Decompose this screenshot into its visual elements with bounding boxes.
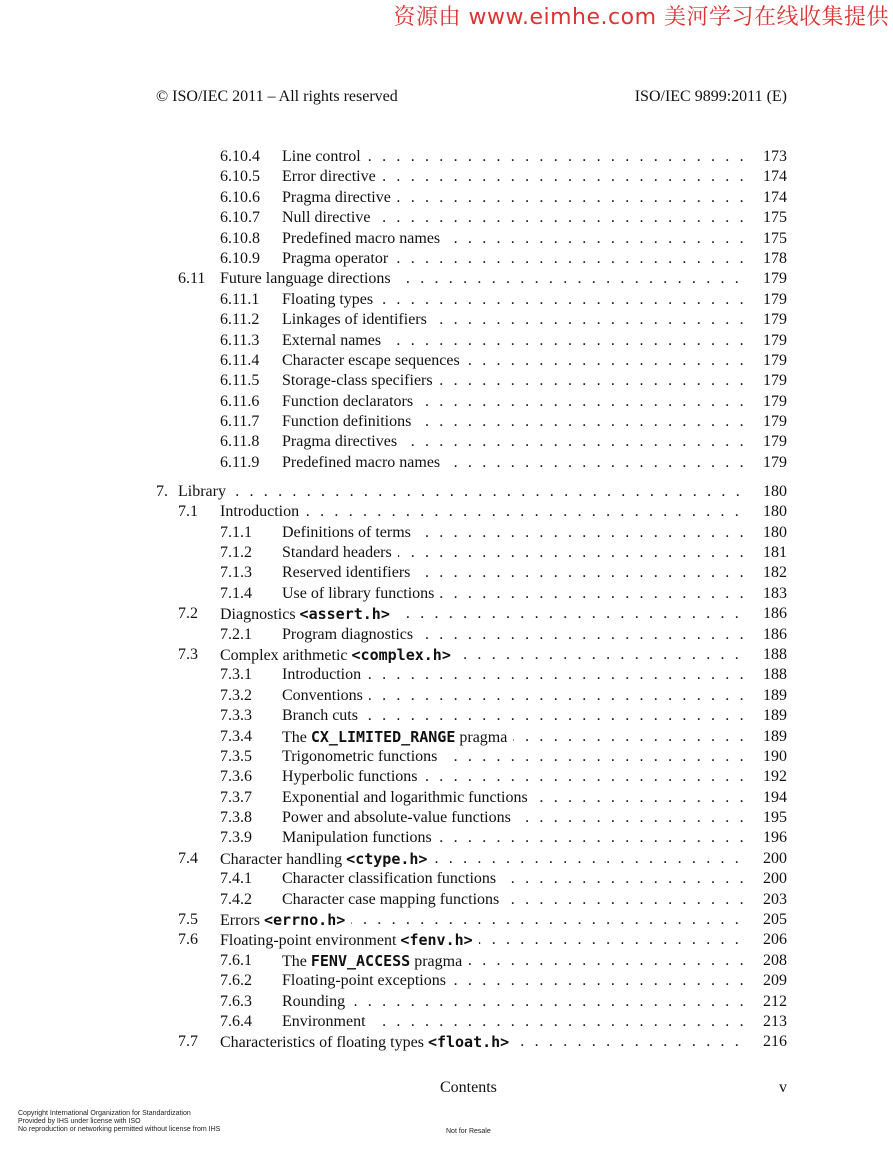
- toc-entry[interactable]: [0, 147, 893, 167]
- toc-page-number: 195: [747, 808, 787, 828]
- toc-page-number: 205: [747, 910, 787, 930]
- toc-section-number: 6.11: [178, 270, 206, 288]
- toc-title-text: Null directive: [282, 209, 371, 227]
- toc-entry[interactable]: [0, 371, 893, 391]
- toc-section-number: 7.5: [178, 911, 198, 929]
- toc-title-text: pragma: [455, 728, 508, 746]
- toc-entry[interactable]: [0, 665, 893, 685]
- toc-page-number: 179: [747, 432, 787, 452]
- toc-title-text: External names: [282, 331, 382, 349]
- toc-title-text: Pragma directives: [282, 433, 398, 451]
- toc-title-text: Function definitions: [282, 413, 412, 431]
- toc-page-number: 179: [747, 269, 787, 289]
- toc-title: [220, 1032, 515, 1053]
- toc-entry[interactable]: [0, 502, 893, 522]
- toc-title: [220, 269, 397, 289]
- toc-entry[interactable]: [0, 706, 893, 726]
- toc-title: [282, 543, 398, 563]
- toc-section-number: 7.2: [178, 605, 198, 623]
- table-of-contents: [0, 147, 893, 1053]
- toc-title-code: <ctype.h>: [346, 849, 428, 868]
- toc-section-number: 7.6: [178, 931, 198, 949]
- toc-page-number: 189: [747, 706, 787, 726]
- toc-title: [282, 584, 440, 604]
- toc-entry[interactable]: [0, 1012, 893, 1032]
- toc-title-text: Floating types: [282, 290, 374, 308]
- toc-title: [282, 706, 364, 726]
- toc-title-text: Rounding: [282, 992, 346, 1010]
- toc-title-text: pragma: [410, 952, 463, 970]
- toc-title-code: <complex.h>: [351, 645, 451, 664]
- toc-title: [282, 686, 369, 706]
- toc-title-text: Storage-class specifiers: [282, 372, 433, 390]
- toc-title-text: Errors: [220, 912, 264, 930]
- toc-title: [282, 453, 446, 473]
- toc-title-text: Library: [178, 482, 226, 500]
- toc-page-number: 180: [747, 502, 787, 522]
- toc-title-text: Environment: [282, 1013, 366, 1030]
- toc-page-number: 174: [747, 167, 787, 187]
- toc-title-code: <errno.h>: [263, 911, 346, 930]
- toc-title: [282, 147, 367, 167]
- toc-section-number: 6.11.2: [220, 311, 260, 329]
- toc-section-number: 7.7: [178, 1033, 198, 1051]
- toc-page-number: 186: [747, 625, 787, 645]
- toc-title-text: Power and absolute-value functions: [282, 809, 511, 827]
- toc-entry[interactable]: [0, 767, 893, 787]
- toc-page-number: 189: [747, 727, 787, 747]
- toc-title-text: Character escape sequences: [282, 351, 460, 369]
- toc-section-number: 7.2.1: [220, 625, 252, 643]
- toc-title: [282, 371, 439, 391]
- toc-entry[interactable]: [0, 229, 893, 249]
- toc-title: [282, 869, 502, 889]
- toc-title-text: Character classification functions: [282, 870, 497, 888]
- toc-title-text: Introduction: [282, 666, 362, 684]
- toc-section-number: 7.6.3: [220, 992, 252, 1010]
- toc-entry[interactable]: [0, 951, 893, 971]
- toc-section-number: 6.11.3: [220, 331, 260, 349]
- toc-title: [282, 890, 505, 910]
- toc-page-number: 189: [747, 686, 787, 706]
- toc-page-number: 183: [747, 584, 787, 604]
- toc-title-text: Standard headers: [282, 544, 392, 562]
- toc-title-text: Manipulation functions: [282, 829, 432, 847]
- toc-title-text: Floating-point exceptions: [282, 972, 446, 990]
- toc-page-number: 178: [747, 249, 787, 269]
- toc-page-number: 212: [747, 992, 787, 1012]
- header-copyright: © ISO/IEC 2011 – All rights reserved: [156, 88, 398, 105]
- toc-page-number: 179: [747, 371, 787, 391]
- toc-page-number: 216: [747, 1032, 787, 1052]
- toc-leader-dots: [282, 992, 745, 1012]
- toc-leader-dots: [178, 482, 745, 502]
- toc-title-text: Branch cuts: [282, 707, 358, 725]
- footer-copyright-notice: [18, 1110, 220, 1134]
- toc-entry[interactable]: [0, 563, 893, 583]
- toc-page-number: 180: [747, 482, 787, 502]
- toc-entry[interactable]: [0, 351, 893, 371]
- toc-section-number: 7.3: [178, 645, 198, 663]
- toc-page-number: 194: [747, 788, 787, 808]
- toc-page-number: 174: [747, 188, 787, 208]
- footer-section-title: Contents: [440, 1079, 497, 1096]
- toc-entry[interactable]: [0, 290, 893, 310]
- toc-title-text: Conventions: [282, 686, 363, 704]
- toc-title: [282, 432, 403, 452]
- toc-section-number: 7.: [156, 482, 168, 500]
- toc-title-text: Definitions of terms: [282, 523, 411, 541]
- toc-title-code: FENV_ACCESS: [310, 951, 411, 970]
- toc-title: [282, 625, 419, 645]
- toc-title-text: Character handling: [220, 850, 347, 868]
- toc-title: [282, 808, 517, 828]
- toc-title: [282, 992, 351, 1012]
- toc-section-number: 7.4.2: [220, 890, 252, 908]
- toc-title-text: Pragma operator: [282, 249, 389, 267]
- toc-section-number: 6.11.7: [220, 413, 260, 431]
- toc-title-text: Use of library functions: [282, 584, 435, 602]
- toc-title: [282, 392, 419, 412]
- toc-entry[interactable]: [0, 971, 893, 991]
- toc-entry[interactable]: [0, 208, 893, 228]
- toc-section-number: 6.10.9: [220, 249, 260, 267]
- toc-page-number: 179: [747, 453, 787, 473]
- toc-title: [282, 412, 417, 432]
- toc-page-number: 196: [747, 828, 787, 848]
- toc-section-number: 7.1.3: [220, 564, 252, 582]
- toc-section-number: 6.10.4: [220, 148, 260, 165]
- toc-section-number: 7.4.1: [220, 870, 252, 888]
- footer-resale-notice: Not for Resale: [446, 1128, 491, 1135]
- toc-title: [220, 604, 396, 625]
- toc-title-text: Diagnostics: [220, 606, 300, 624]
- toc-entry[interactable]: [0, 269, 893, 289]
- toc-section-number: 6.11.1: [220, 290, 260, 308]
- toc-entry[interactable]: [0, 412, 893, 432]
- toc-title-text: Floating-point environment: [220, 932, 401, 950]
- toc-entry[interactable]: [0, 869, 893, 889]
- toc-title: [282, 208, 376, 228]
- toc-title-text: Reserved identifiers: [282, 564, 411, 582]
- toc-page-number: 179: [747, 290, 787, 310]
- toc-title: [282, 788, 534, 808]
- toc-title: [282, 523, 417, 543]
- toc-title-text: Predefined macro names: [282, 229, 441, 247]
- toc-title-text: The: [282, 728, 311, 746]
- toc-title: [220, 502, 305, 522]
- toc-title: [178, 482, 232, 502]
- toc-section-number: 7.4: [178, 849, 198, 867]
- toc-title: [282, 747, 443, 767]
- toc-section-number: 7.3.4: [220, 727, 252, 745]
- toc-page-number: 200: [747, 849, 787, 869]
- toc-entry[interactable]: [0, 992, 893, 1012]
- toc-section-number: 7.3.2: [220, 686, 252, 704]
- toc-section-number: 6.11.4: [220, 351, 260, 369]
- toc-page-number: 181: [747, 543, 787, 563]
- toc-title-text: Program diagnostics: [282, 625, 414, 643]
- toc-entry[interactable]: [0, 910, 893, 930]
- toc-title-text: Exponential and logarithmic functions: [282, 788, 528, 806]
- toc-section-number: 7.3.1: [220, 666, 252, 684]
- toc-entry[interactable]: [0, 392, 893, 412]
- toc-section-number: 7.6.1: [220, 951, 252, 969]
- toc-section-number: 7.6.4: [220, 1013, 252, 1030]
- toc-page-number: 203: [747, 890, 787, 910]
- toc-title: [282, 951, 468, 972]
- toc-entry[interactable]: [0, 249, 893, 269]
- toc-page-number: 179: [747, 392, 787, 412]
- toc-entry[interactable]: [0, 645, 893, 665]
- toc-section-number: 7.1: [178, 503, 198, 521]
- toc-entry[interactable]: [0, 849, 893, 869]
- toc-title-text: Function declarators: [282, 392, 414, 410]
- toc-title-text: Linkages of identifiers: [282, 311, 427, 329]
- toc-title: [282, 188, 397, 208]
- toc-page-number: 179: [747, 310, 787, 330]
- toc-title-code: <fenv.h>: [400, 931, 473, 950]
- toc-title-text: Trigonometric functions: [282, 747, 438, 765]
- toc-title: [282, 1012, 372, 1032]
- toc-entry[interactable]: [0, 543, 893, 563]
- toc-title: [220, 910, 351, 931]
- toc-title-text: Characteristics of floating types: [220, 1034, 428, 1052]
- toc-section-number: 6.10.5: [220, 168, 260, 186]
- toc-entry[interactable]: [0, 727, 893, 747]
- toc-page-number: 182: [747, 563, 787, 583]
- toc-title: [282, 563, 416, 583]
- copyright-line: Provided by IHS under license with ISO: [18, 1118, 141, 1125]
- toc-section-number: 6.11.6: [220, 392, 260, 410]
- toc-entry[interactable]: [0, 808, 893, 828]
- toc-title: [220, 849, 433, 870]
- toc-title-text: Introduction: [220, 503, 300, 521]
- toc-entry[interactable]: [0, 788, 893, 808]
- toc-page-number: 206: [747, 930, 787, 950]
- toc-entry[interactable]: [0, 523, 893, 543]
- toc-title-code: <assert.h>: [299, 605, 390, 624]
- toc-section-number: 6.11.5: [220, 372, 260, 390]
- toc-entry[interactable]: [0, 1032, 893, 1052]
- toc-page-number: 179: [747, 412, 787, 432]
- toc-entry[interactable]: [0, 747, 893, 767]
- toc-section-number: 7.1.1: [220, 523, 252, 541]
- toc-page-number: 188: [747, 645, 787, 665]
- toc-title: [282, 971, 452, 991]
- toc-title: [282, 331, 387, 351]
- toc-title: [282, 249, 394, 269]
- toc-section-number: 7.6.2: [220, 972, 252, 990]
- toc-page-number: 173: [747, 147, 787, 167]
- toc-section-number: 7.3.3: [220, 707, 252, 725]
- toc-page-number: 208: [747, 951, 787, 971]
- toc-section-number: 6.11.9: [220, 453, 260, 471]
- toc-title-text: Character case mapping functions: [282, 890, 500, 908]
- toc-title: [282, 351, 466, 371]
- toc-section-number: 7.3.8: [220, 809, 252, 827]
- toc-title: [220, 930, 479, 951]
- toc-section-number: 6.11.8: [220, 433, 260, 451]
- toc-page-number: 180: [747, 523, 787, 543]
- toc-page-number: 200: [747, 869, 787, 889]
- toc-page-number: 179: [747, 331, 787, 351]
- toc-page-number: 190: [747, 747, 787, 767]
- toc-entry[interactable]: [0, 930, 893, 950]
- toc-section-number: 7.3.7: [220, 788, 252, 806]
- toc-entry[interactable]: [0, 310, 893, 330]
- toc-section-number: 7.3.9: [220, 829, 252, 847]
- header-standard-id: ISO/IEC 9899:2011 (E): [634, 88, 787, 105]
- toc-entry[interactable]: [0, 453, 893, 473]
- toc-entry[interactable]: [0, 625, 893, 645]
- toc-page-number: 209: [747, 971, 787, 991]
- toc-section-number: 6.10.8: [220, 229, 260, 247]
- toc-title: [282, 767, 424, 787]
- toc-entry[interactable]: [0, 890, 893, 910]
- toc-title: [282, 310, 433, 330]
- toc-title: [282, 665, 367, 685]
- toc-entry[interactable]: [0, 604, 893, 624]
- toc-section-number: 7.3.6: [220, 768, 252, 786]
- toc-section-number: 6.10.7: [220, 209, 260, 227]
- toc-entry[interactable]: [0, 167, 893, 187]
- toc-gap: [0, 473, 893, 482]
- toc-section-number: 7.3.5: [220, 747, 252, 765]
- toc-title-text: Error directive: [282, 168, 376, 186]
- toc-title-text: Future language directions: [220, 270, 391, 288]
- toc-entry[interactable]: [0, 432, 893, 452]
- toc-title-text: Line control: [282, 148, 361, 165]
- toc-section-number: 6.10.6: [220, 188, 260, 206]
- toc-section-number: 7.1.4: [220, 584, 252, 602]
- toc-page-number: 186: [747, 604, 787, 624]
- toc-page-number: 192: [747, 767, 787, 787]
- toc-title-code: <float.h>: [427, 1033, 510, 1052]
- toc-title-code: CX_LIMITED_RANGE: [310, 727, 456, 746]
- toc-entry[interactable]: [0, 584, 893, 604]
- toc-title-text: Predefined macro names: [282, 453, 441, 471]
- toc-entry[interactable]: [0, 331, 893, 351]
- watermark-text: 资源由 www.eimhe.com 美河学习在线收集提供: [393, 5, 889, 30]
- toc-title: [282, 229, 446, 249]
- toc-title: [282, 167, 382, 187]
- toc-title-text: Pragma directive: [282, 188, 391, 206]
- toc-page-number: 179: [747, 351, 787, 371]
- toc-title: [220, 645, 457, 666]
- toc-title: [282, 828, 438, 848]
- toc-page-number: 175: [747, 229, 787, 249]
- toc-entry[interactable]: [0, 188, 893, 208]
- toc-entry[interactable]: [0, 686, 893, 706]
- toc-page-number: 188: [747, 665, 787, 685]
- toc-page-number: 175: [747, 208, 787, 228]
- toc-section-number: 7.1.2: [220, 544, 252, 562]
- copyright-line: Copyright International Organization for Standardization: [18, 1110, 191, 1117]
- toc-title-text: Hyperbolic functions: [282, 768, 418, 786]
- toc-title-text: Complex arithmetic: [220, 646, 352, 664]
- footer-page-number: v: [779, 1079, 787, 1096]
- toc-title-text: The: [282, 952, 311, 970]
- toc-page-number: 213: [747, 1012, 787, 1032]
- copyright-line: No reproduction or networking permitted without license from IHS: [18, 1126, 221, 1133]
- toc-title: [282, 290, 379, 310]
- toc-title: [282, 727, 513, 748]
- toc-entry[interactable]: [0, 828, 893, 848]
- toc-entry[interactable]: [0, 482, 893, 502]
